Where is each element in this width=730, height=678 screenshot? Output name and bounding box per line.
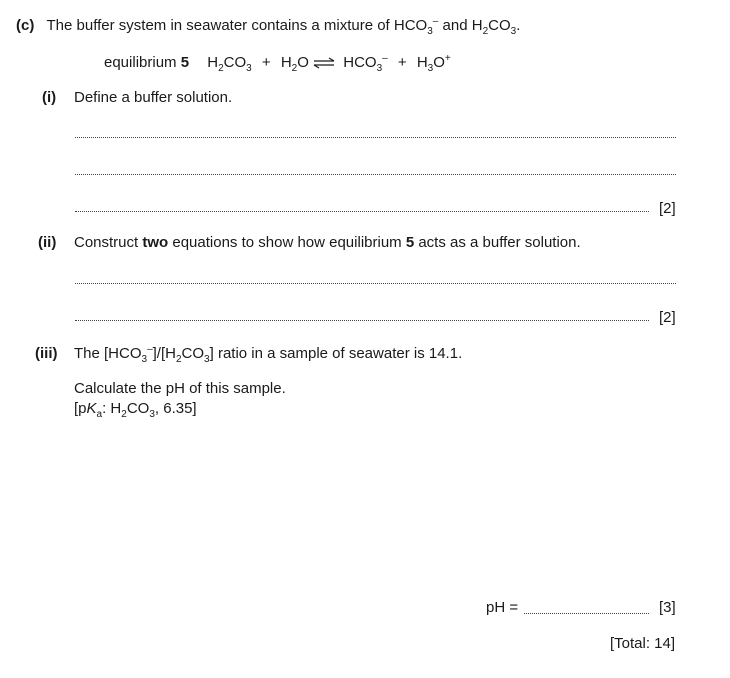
question-iii-text: The $[HCO_3^-]/[H_2CO_3]$ ratio in a sample of seawater is 14.1. bbox=[74, 344, 463, 365]
question-ii-label: (ii) bbox=[38, 234, 57, 251]
question-iii bbox=[35, 344, 463, 365]
marks-ii: [2] bbox=[659, 309, 676, 326]
total-marks: [Total: 14] bbox=[610, 635, 676, 652]
answer-line-ii-1[interactable] bbox=[75, 283, 676, 284]
reactant-h2co3: $H_2CO_3$ bbox=[207, 54, 252, 74]
calculate-instruction: Calculate the pH of this sample. bbox=[74, 380, 286, 397]
reactant-h2o: $H_2O$ bbox=[280, 54, 309, 74]
plus-sign: + bbox=[397, 54, 407, 71]
product-hco3: $HCO_3^-$ bbox=[343, 53, 388, 74]
ph-label: pH = bbox=[486, 599, 519, 616]
answer-line-i-3[interactable] bbox=[75, 211, 649, 212]
question-ii bbox=[38, 234, 581, 252]
marks-i: [2] bbox=[659, 200, 676, 217]
question-iii-label: (iii) bbox=[35, 345, 58, 362]
question-c-text: The buffer system in seawater contains a mixture of $HCO_3^-$ and $H_2CO_3$. bbox=[46, 16, 521, 37]
equilibrium-arrow-icon bbox=[313, 57, 335, 69]
plus-sign: + bbox=[261, 54, 271, 71]
answer-line-ii-2[interactable] bbox=[75, 320, 649, 321]
product-h3o: $H_3O^+$ bbox=[416, 53, 451, 74]
question-c bbox=[16, 17, 520, 35]
question-ii-text: Construct two equations to show how equilibrium 5 acts as a buffer solution. bbox=[74, 234, 581, 251]
pka-data: [$pK_a$: $H_2CO_3$, 6.35] bbox=[74, 400, 197, 420]
marks-iii: [3] bbox=[659, 599, 676, 616]
question-i-text: Define a buffer solution. bbox=[74, 89, 233, 106]
answer-line-i-2[interactable] bbox=[75, 174, 676, 175]
answer-line-i-1[interactable] bbox=[75, 137, 676, 138]
question-c-label: (c) bbox=[16, 17, 35, 34]
question-i-label: (i) bbox=[42, 89, 57, 106]
ph-answer-line[interactable] bbox=[524, 613, 649, 614]
equilibrium-equation bbox=[104, 54, 451, 72]
question-i bbox=[42, 89, 233, 107]
equilibrium-number: 5 bbox=[180, 54, 190, 71]
equilibrium-label: equilibrium bbox=[104, 54, 177, 71]
